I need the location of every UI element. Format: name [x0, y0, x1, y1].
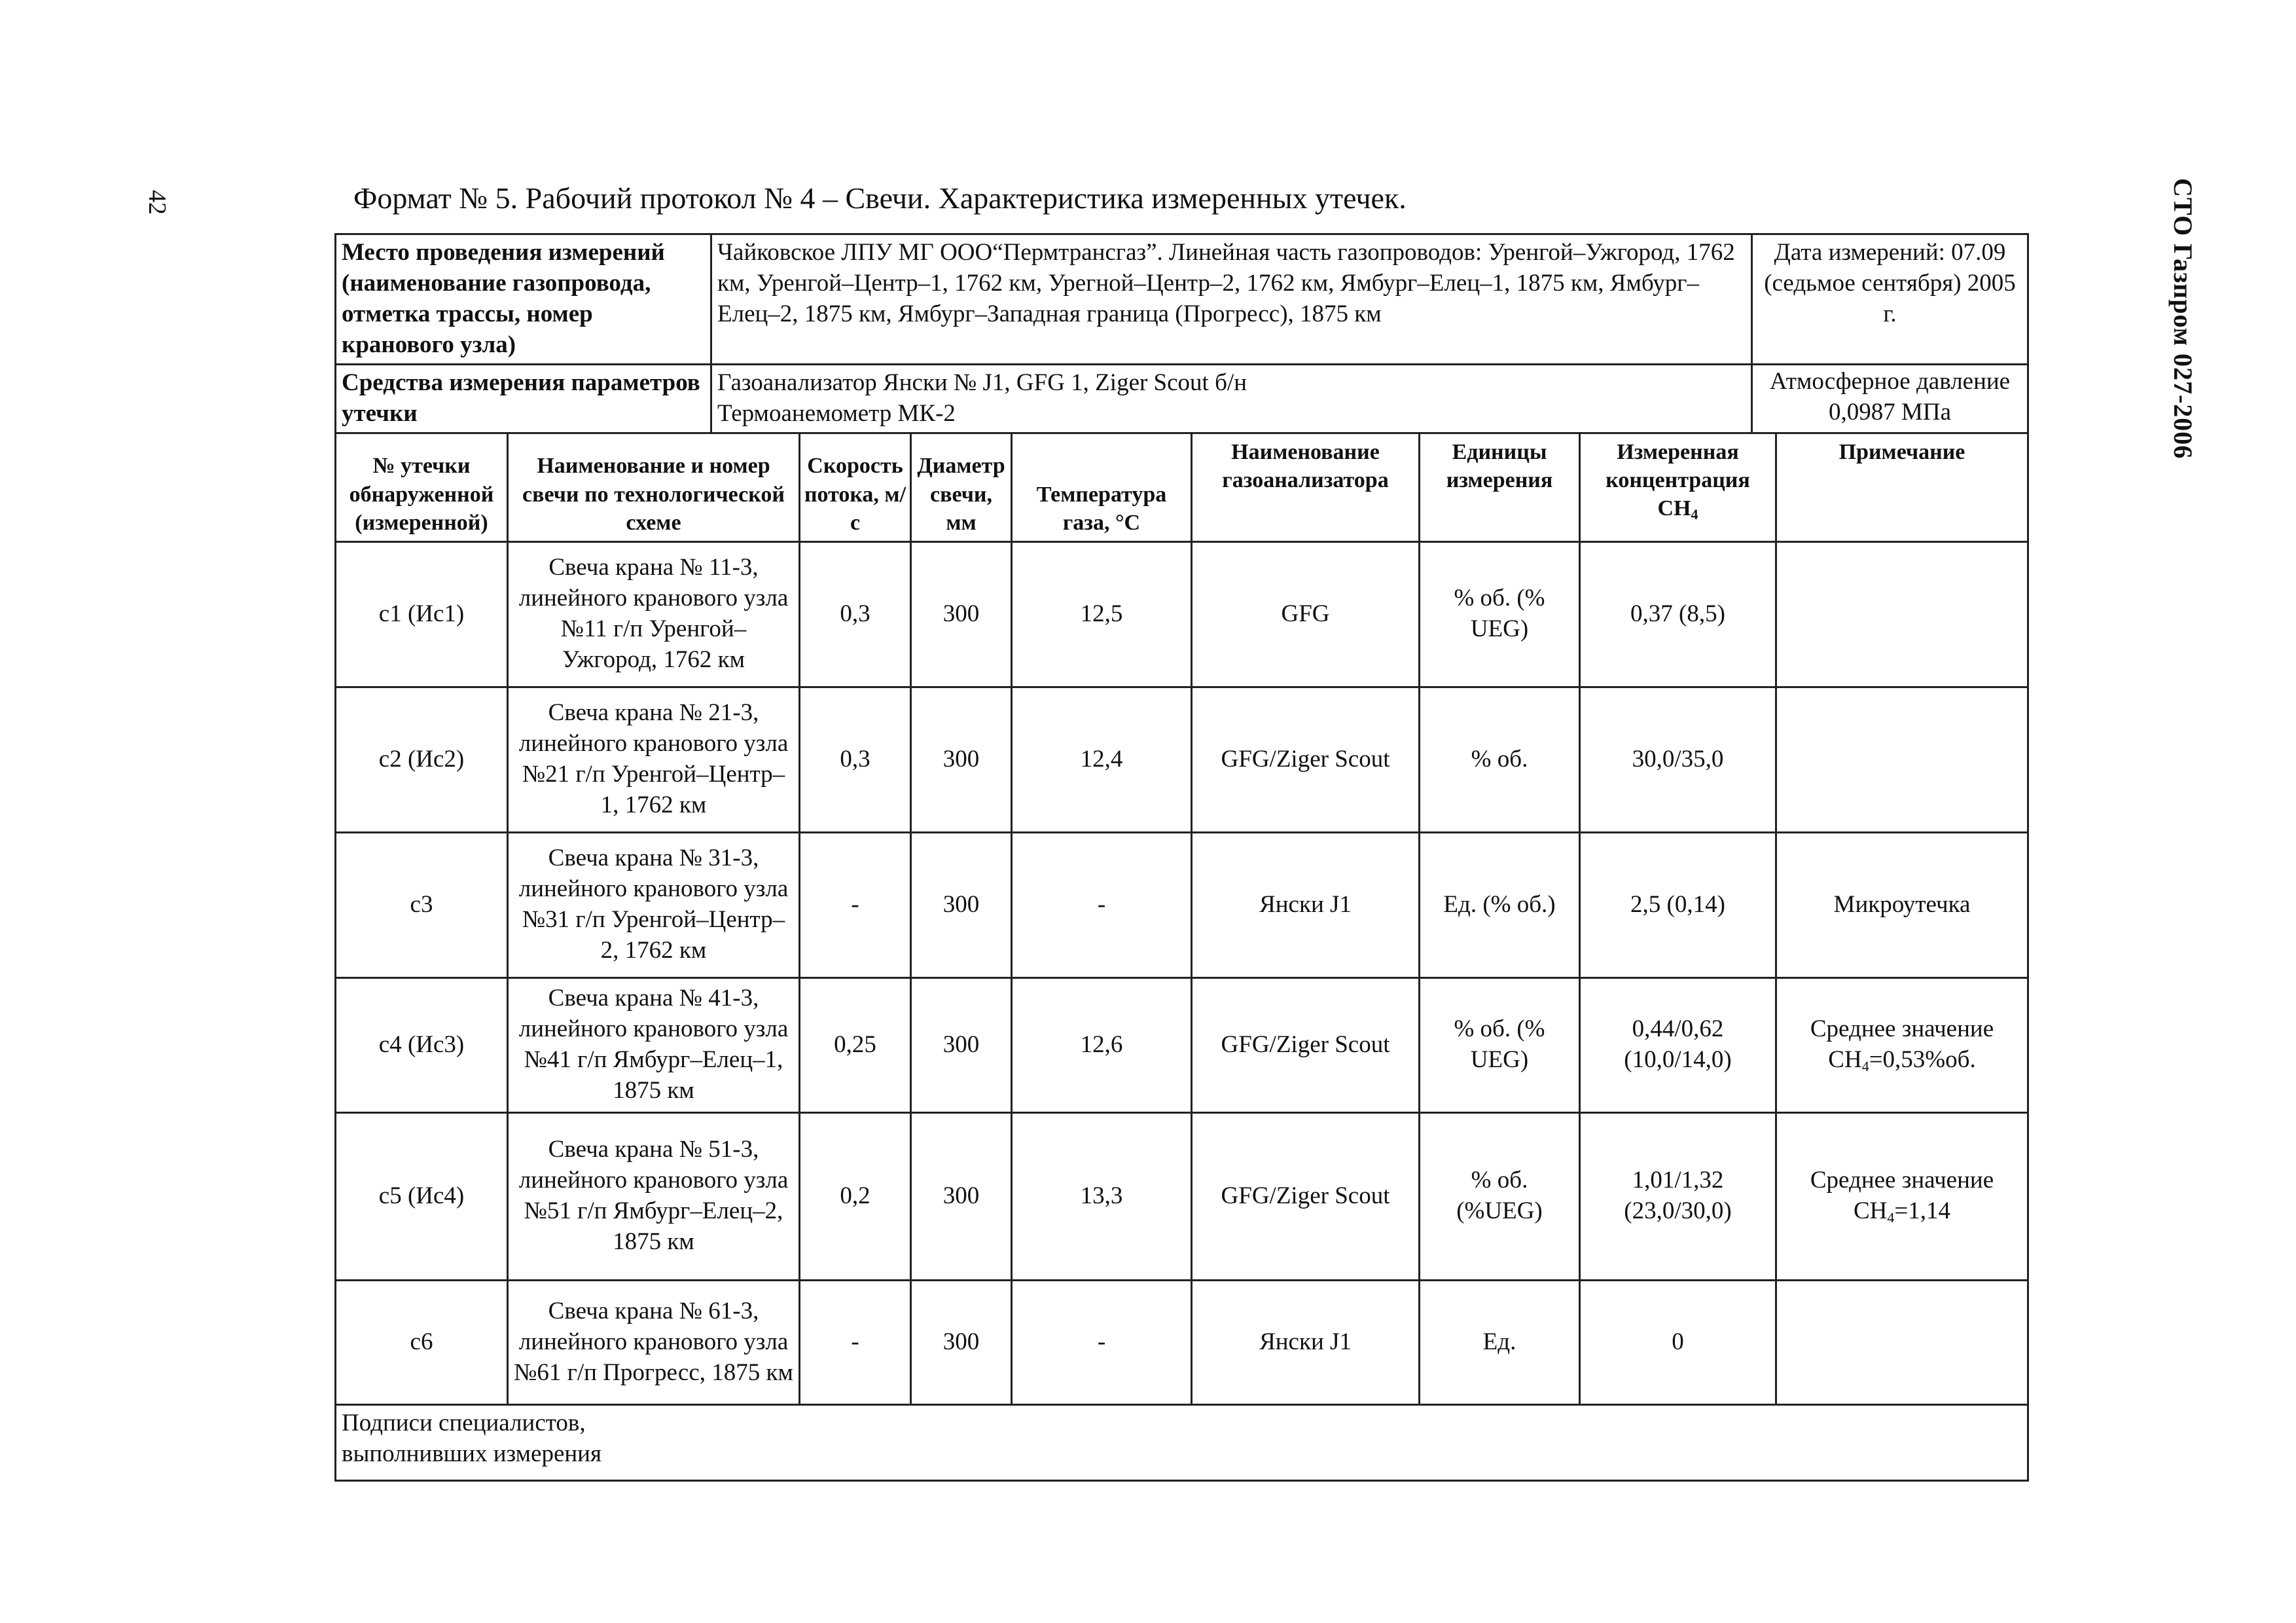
pressure-value: 0,0987 МПа — [1828, 398, 1952, 426]
table-row — [336, 1280, 2028, 1404]
table-row — [336, 977, 2028, 1112]
instruments-value — [711, 364, 1752, 433]
cell-units: % об. (%UEG) — [1420, 1112, 1580, 1280]
cell-speed: 0,2 — [800, 1112, 911, 1280]
cell-note — [1776, 687, 2028, 832]
cell-concentration: 0,37 (8,5) — [1580, 541, 1776, 687]
header-candle-name: Наименование и номер свечи по технологической схеме — [508, 433, 800, 541]
cell-leak-id: с4 (Ис3) — [336, 977, 508, 1112]
note-text: Среднее значение CH — [1810, 1167, 1994, 1225]
header-concentration-text: Измеренная концентрация CH — [1605, 439, 1750, 521]
pressure-label: Атмосферное давление — [1769, 367, 2011, 395]
cell-temperature: 12,6 — [1012, 977, 1192, 1112]
note-tail: =1,14 — [1894, 1197, 1951, 1225]
cell-analyzer: GFG/Ziger Scout — [1192, 1112, 1420, 1280]
measurement-date: Дата измерений: 07.09 (седьмое сентября) 2005 г. — [1752, 234, 2028, 365]
note-text: Среднее значение CH — [1810, 1015, 1994, 1074]
note-tail: =0,53%об. — [1869, 1046, 1976, 1074]
cell-diameter: 300 — [911, 977, 1012, 1112]
note-sub: 4 — [1887, 1209, 1895, 1226]
page-number: 42 — [143, 190, 171, 215]
instruments-label: Средства измерения параметров утечки — [336, 364, 711, 433]
cell-speed: 0,3 — [800, 687, 911, 832]
meta-place-row — [336, 234, 2028, 365]
table-row — [336, 687, 2028, 832]
header-concentration-sub: 4 — [1691, 506, 1698, 523]
signatures-row — [336, 1404, 2028, 1480]
cell-analyzer: GFG/Ziger Scout — [1192, 687, 1420, 832]
cell-units: Ед. — [1420, 1280, 1580, 1404]
cell-leak-id: с5 (Ис4) — [336, 1112, 508, 1280]
cell-note — [1776, 541, 2028, 687]
instruments-line-2: Термоанемометр МК-2 — [717, 399, 956, 427]
cell-units: % об. (% UEG) — [1420, 541, 1580, 687]
cell-speed: - — [800, 1280, 911, 1404]
instruments-line-1: Газоанализатор Янски № J1, GFG 1, Ziger Scout б/н — [717, 369, 1247, 396]
protocol-caption: Формат № 5. Рабочий протокол № 4 – Свечи. Характеристика измеренных утечек. — [353, 181, 1407, 215]
cell-candle-name: Свеча крана № 41-3, линейного кранового узла №41 г/п Ямбург–Елец–1, 1875 км — [508, 977, 800, 1112]
meta-instruments-row — [336, 364, 2028, 433]
cell-units: % об. (% UEG) — [1420, 977, 1580, 1112]
cell-analyzer: Янски J1 — [1192, 1280, 1420, 1404]
cell-units: % об. — [1420, 687, 1580, 832]
cell-concentration: 0,44/0,62 (10,0/14,0) — [1580, 977, 1776, 1112]
header-flow-speed: Скорость потока, м/с — [800, 433, 911, 541]
cell-concentration: 2,5 (0,14) — [1580, 832, 1776, 977]
cell-temperature: 13,3 — [1012, 1112, 1192, 1280]
standard-code: СТО Газпром 027-2006 — [2168, 178, 2198, 460]
cell-diameter: 300 — [911, 1280, 1012, 1404]
cell-leak-id: с2 (Ис2) — [336, 687, 508, 832]
cell-leak-id: с1 (Ис1) — [336, 541, 508, 687]
header-analyzer: Наименование газоанализатора — [1192, 433, 1420, 541]
header-temperature: Температура газа, °С — [1012, 433, 1192, 541]
cell-temperature: 12,5 — [1012, 541, 1192, 687]
place-label: Место проведения измерений (наименование газопровода, отметка трассы, номер кранового узла) — [336, 234, 711, 365]
cell-diameter: 300 — [911, 1112, 1012, 1280]
cell-analyzer: Янски J1 — [1192, 832, 1420, 977]
cell-speed: 0,3 — [800, 541, 911, 687]
cell-diameter: 300 — [911, 832, 1012, 977]
cell-diameter: 300 — [911, 541, 1012, 687]
signatures-label: Подписи специалистов, выполнивших измерения — [342, 1409, 601, 1467]
cell-concentration: 1,01/1,32 (23,0/30,0) — [1580, 1112, 1776, 1280]
signatures-cell — [336, 1404, 2028, 1480]
cell-note — [1776, 1112, 2028, 1280]
cell-note — [1776, 977, 2028, 1112]
cell-temperature: - — [1012, 832, 1192, 977]
cell-analyzer: GFG — [1192, 541, 1420, 687]
table-row — [336, 832, 2028, 977]
note-sub: 4 — [1861, 1058, 1869, 1075]
header-diameter: Диаметр свечи, мм — [911, 433, 1012, 541]
note-text: Микроутечка — [1833, 890, 1971, 918]
table-row — [336, 1112, 2028, 1280]
meta-table — [334, 233, 2029, 434]
header-note: Примечание — [1776, 433, 2028, 541]
cell-note — [1776, 832, 2028, 977]
table-row — [336, 541, 2028, 687]
cell-candle-name: Свеча крана № 31-3, линейного кранового узла №31 г/п Уренгой–Центр–2, 1762 км — [508, 832, 800, 977]
header-leak-number: № утечки обнаруженной (измеренной) — [336, 433, 508, 541]
cell-temperature: - — [1012, 1280, 1192, 1404]
cell-concentration: 0 — [1580, 1280, 1776, 1404]
cell-candle-name: Свеча крана № 21-3, линейного кранового узла №21 г/п Уренгой–Центр–1, 1762 км — [508, 687, 800, 832]
header-concentration — [1580, 433, 1776, 541]
cell-leak-id: с6 — [336, 1280, 508, 1404]
cell-diameter: 300 — [911, 687, 1012, 832]
cell-candle-name: Свеча крана № 51-3, линейного кранового узла №51 г/п Ямбург–Елец–2, 1875 км — [508, 1112, 800, 1280]
cell-speed: - — [800, 832, 911, 977]
cell-speed: 0,25 — [800, 977, 911, 1112]
cell-analyzer: GFG/Ziger Scout — [1192, 977, 1420, 1112]
protocol-sheet — [334, 233, 2027, 1482]
place-value: Чайковское ЛПУ МГ ООО“Пермтрансгаз”. Линейная часть газопроводов: Уренгой–Ужгород, 1762 км, Уренгой–Центр–1, 1762 км, Урегной–Центр–2, 1762 км, Ямбург–Елец–1, 1875 км, Ямбург–Елец–2, 1875 км, Ямбург–Западная граница (Прогресс), 1875 км — [711, 234, 1752, 365]
cell-temperature: 12,4 — [1012, 687, 1192, 832]
cell-units: Ед. (% об.) — [1420, 832, 1580, 977]
header-units: Единицы измерения — [1420, 433, 1580, 541]
leaks-table — [334, 432, 2029, 1482]
cell-candle-name: Свеча крана № 61-3, линейного кранового узла №61 г/п Прогресс, 1875 км — [508, 1280, 800, 1404]
cell-concentration: 30,0/35,0 — [1580, 687, 1776, 832]
cell-note — [1776, 1280, 2028, 1404]
cell-candle-name: Свеча крана № 11-3, линейного кранового узла №11 г/п Уренгой–Ужгород, 1762 км — [508, 541, 800, 687]
header-row — [336, 433, 2028, 541]
pressure-cell — [1752, 364, 2028, 433]
cell-leak-id: с3 — [336, 832, 508, 977]
